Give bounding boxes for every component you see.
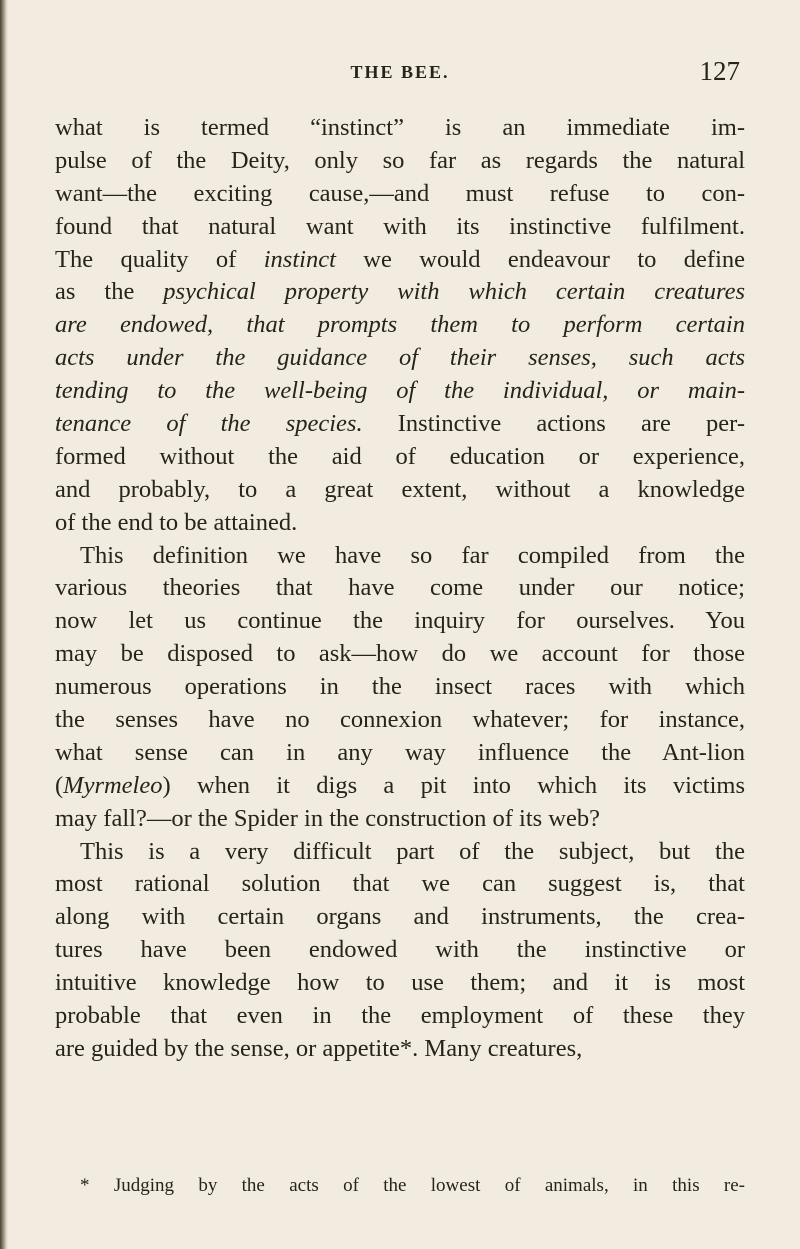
page-number: 127 — [699, 56, 740, 86]
text-run: what is termed “instinct” is an immediate im- — [55, 114, 745, 141]
italic-text-run: are endowed, that prompts them to perform certain — [55, 311, 745, 339]
text-line — [55, 309, 745, 342]
text-line — [55, 770, 745, 803]
paragraph — [55, 540, 745, 836]
text-line — [55, 1000, 745, 1033]
text-line — [55, 704, 745, 737]
binding-edge — [0, 0, 8, 1249]
text-line — [55, 112, 745, 145]
text-line — [55, 441, 745, 474]
text-line — [55, 605, 745, 638]
text-run: Instinctive actions are per- — [362, 410, 745, 438]
text-run: as the — [55, 278, 164, 306]
text-line — [55, 934, 745, 967]
text-run: now let us continue the inquiry for ourselves. You — [55, 607, 745, 635]
text-run: are guided by the sense, or appetite*. Many creatures, — [55, 1034, 583, 1062]
text-run: formed without the aid of education or experience, — [55, 442, 745, 470]
italic-text-run: tenance of the species. — [55, 410, 363, 438]
text-run: may fall?—or the Spider in the construction of its web? — [55, 804, 600, 832]
text-line — [55, 572, 745, 605]
body-text — [55, 112, 745, 1066]
text-run: may be disposed to ask—how do we account for those — [55, 640, 745, 668]
text-run: This definition we have so far compiled from the — [80, 541, 745, 569]
text-run: pulse of the Deity, only so far as regards the natural — [55, 146, 745, 174]
text-line — [55, 276, 745, 309]
text-line — [55, 836, 745, 869]
footnote: * Judging by the acts of the lowest of animals, in this re- — [80, 1175, 745, 1196]
text-line — [55, 671, 745, 704]
text-line — [55, 507, 745, 540]
text-line — [55, 474, 745, 507]
text-line — [55, 901, 745, 934]
text-line — [55, 178, 745, 211]
text-line — [55, 540, 745, 573]
text-run: This is a very difficult part of the subject, but the — [80, 837, 745, 865]
text-run: intuitive knowledge how to use them; and it is most — [55, 969, 745, 997]
text-line — [55, 211, 745, 244]
text-run: the senses have no connexion whatever; for instance, — [55, 706, 745, 734]
text-run: of the end to be attained. — [55, 508, 298, 536]
text-line — [55, 145, 745, 178]
text-line — [55, 638, 745, 671]
text-line — [55, 1033, 745, 1066]
text-run: along with certain organs and instruments, the crea- — [55, 903, 745, 931]
text-run: what sense can in any way influence the Ant-lion — [55, 738, 745, 766]
text-run: ( — [55, 771, 64, 799]
text-line — [55, 737, 745, 770]
paragraph — [55, 836, 745, 1066]
page-header — [60, 56, 740, 92]
text-run: various theories that have come under our notice; — [55, 574, 745, 602]
running-head: THE BEE. — [350, 62, 450, 82]
italic-text-run: acts under the guidance of their senses, such acts — [55, 344, 745, 372]
text-run: found that natural want with its instinctive fulfilment. — [55, 212, 745, 240]
text-run: most rational solution that we can suggest is, that — [55, 870, 745, 898]
text-run: and probably, to a great extent, without a knowledge — [55, 475, 745, 503]
text-line — [55, 868, 745, 901]
text-run: tures have been endowed with the instinctive or — [55, 936, 745, 964]
text-line — [55, 408, 745, 441]
text-line — [55, 803, 745, 836]
text-line — [55, 375, 745, 408]
text-line — [55, 342, 745, 375]
text-run: probable that even in the employment of these they — [55, 1002, 745, 1030]
italic-text-run: psychical property with which certain creatures — [163, 278, 745, 306]
text-line — [55, 244, 745, 277]
paragraph — [55, 112, 745, 540]
italic-text-run: instinct — [263, 245, 336, 273]
text-run: want—the exciting cause,—and must refuse to con- — [55, 179, 745, 207]
text-run: The quality of — [55, 245, 264, 273]
text-line — [55, 967, 745, 1000]
text-run: numerous operations in the insect races with which — [55, 673, 745, 701]
italic-text-run: tending to the well-being of the individual, or main- — [55, 377, 745, 405]
italic-text-run: Myrmeleo — [63, 771, 163, 799]
text-run: ) when it digs a pit into which its victims — [162, 771, 745, 799]
text-run: we would endeavour to define — [335, 245, 746, 273]
